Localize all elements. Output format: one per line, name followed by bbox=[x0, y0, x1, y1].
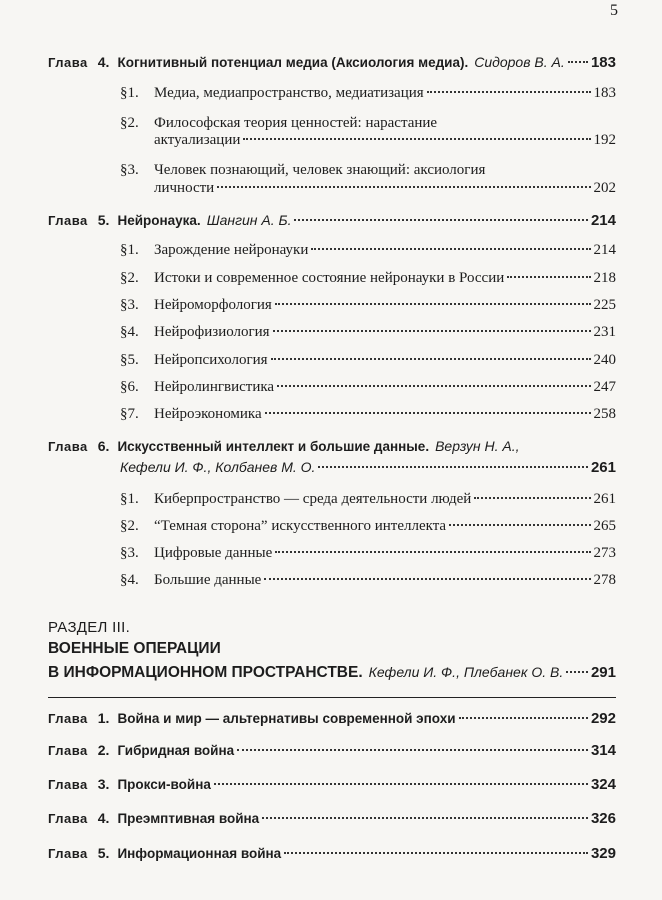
section-title: Нейропсихология bbox=[154, 352, 268, 368]
section-title-continued: актуализации bbox=[154, 132, 241, 148]
section-entry bbox=[120, 324, 616, 341]
chapter-title: Преэмптивная война bbox=[117, 811, 260, 826]
section-entry bbox=[120, 242, 616, 259]
dot-leader bbox=[273, 330, 591, 332]
chapter-title: Прокси-война bbox=[117, 777, 211, 792]
chapter-5-entry bbox=[48, 212, 616, 229]
section-page: 247 bbox=[593, 379, 616, 395]
chapter-label: Глава bbox=[48, 711, 88, 726]
section-page: 278 bbox=[593, 572, 616, 588]
part-title-line1: ВОЕННЫЕ ОПЕРАЦИИ bbox=[48, 640, 221, 657]
chapter-label: Глава bbox=[48, 439, 88, 454]
part-page: 291 bbox=[590, 664, 616, 681]
section-page: 261 bbox=[593, 491, 616, 507]
part-title-entry bbox=[48, 664, 616, 682]
section-mark: §5. bbox=[120, 352, 139, 368]
section-mark: §4. bbox=[120, 324, 139, 340]
dot-leader bbox=[566, 671, 588, 673]
section-entry-continued bbox=[154, 132, 616, 149]
dot-leader bbox=[284, 852, 588, 854]
chapter-label: Глава bbox=[48, 811, 88, 826]
section-entry bbox=[120, 545, 616, 562]
chapter-label: Глава bbox=[48, 55, 88, 70]
section-entry bbox=[120, 379, 616, 396]
chapter-author-continued: Кефели И. Ф., Колбанев М. О. bbox=[120, 459, 316, 475]
dot-leader bbox=[275, 303, 591, 305]
section-page: 183 bbox=[593, 85, 616, 101]
part3-chapter-entry bbox=[48, 776, 616, 793]
section-entry bbox=[120, 491, 616, 508]
section-title: Цифровые данные bbox=[154, 545, 273, 561]
dot-leader bbox=[217, 186, 590, 188]
section-page: 225 bbox=[593, 297, 616, 313]
chapter-number: 1. bbox=[97, 710, 110, 726]
chapter-page: 326 bbox=[590, 810, 616, 827]
chapter-number: 5. bbox=[97, 212, 110, 228]
section-title: “Темная сторона” искусственного интеллекта bbox=[154, 518, 447, 534]
section-mark: §2. bbox=[120, 115, 139, 131]
part-label: РАЗДЕЛ III. bbox=[48, 619, 131, 636]
section-entry bbox=[120, 572, 616, 589]
dot-leader bbox=[271, 358, 591, 360]
dot-leader bbox=[294, 219, 587, 221]
section-page: 265 bbox=[593, 518, 616, 534]
section-page: 240 bbox=[593, 352, 616, 368]
part-title-line2: В ИНФОРМАЦИОННОМ ПРОСТРАНСТВЕ. bbox=[48, 664, 363, 681]
part3-chapter-entry bbox=[48, 845, 616, 862]
chapter-label: Глава bbox=[48, 213, 88, 228]
section-mark: §3. bbox=[120, 545, 139, 561]
section-entry bbox=[120, 115, 616, 132]
section-entry bbox=[120, 85, 616, 102]
chapter-title: Информационная война bbox=[117, 846, 282, 861]
section-mark: §6. bbox=[120, 379, 139, 395]
section-title: Истоки и современное состояние нейронауки в России bbox=[154, 270, 505, 286]
section-title: Нейроморфология bbox=[154, 297, 272, 313]
section-page: 231 bbox=[593, 324, 616, 340]
section-title: Философская теория ценностей: нарастание bbox=[154, 115, 438, 131]
dot-leader bbox=[474, 497, 590, 499]
chapter-label: Глава bbox=[48, 743, 88, 758]
section-page: 214 bbox=[593, 242, 616, 258]
chapter-6-entry-continued bbox=[120, 459, 616, 476]
section-page: 218 bbox=[593, 270, 616, 286]
part3-chapter-entry bbox=[48, 810, 616, 827]
chapter-title: Искусственный интеллект и большие данные. bbox=[117, 439, 430, 454]
dot-leader bbox=[214, 783, 588, 785]
section-entry bbox=[120, 518, 616, 535]
section-mark: §1. bbox=[120, 242, 139, 258]
dot-leader bbox=[311, 248, 590, 250]
section-title: Медиа, медиапространство, медиатизация bbox=[154, 85, 424, 101]
part-authors: Кефели И. Ф., Плебанек О. В. bbox=[368, 664, 564, 680]
chapter-page: 183 bbox=[590, 54, 616, 71]
section-title: Нейролингвистика bbox=[154, 379, 275, 395]
chapter-6-entry bbox=[48, 438, 616, 454]
section-mark: §2. bbox=[120, 270, 139, 286]
dot-leader bbox=[277, 385, 590, 387]
part3-chapter-entry bbox=[48, 742, 616, 759]
chapter-author: Шангин А. Б. bbox=[206, 212, 292, 228]
chapter-number: 4. bbox=[97, 54, 110, 70]
chapter-number: 4. bbox=[97, 810, 110, 826]
dot-leader bbox=[262, 817, 588, 819]
chapter-title: Нейронаука. bbox=[117, 213, 201, 228]
section-title: Нейроэкономика bbox=[154, 406, 262, 422]
section-entry-continued bbox=[154, 180, 616, 197]
chapter-page: 292 bbox=[590, 710, 616, 727]
section-entry bbox=[120, 406, 616, 423]
dot-leader bbox=[568, 61, 588, 63]
section-entry bbox=[120, 270, 616, 287]
chapter-page: 329 bbox=[590, 845, 616, 862]
chapter-page: 314 bbox=[590, 742, 616, 759]
section-title: Зарождение нейронауки bbox=[154, 242, 309, 258]
section-mark: §3. bbox=[120, 162, 139, 178]
dot-leader bbox=[318, 466, 588, 468]
chapter-page: 324 bbox=[590, 776, 616, 793]
dot-leader bbox=[427, 91, 591, 93]
dot-leader bbox=[459, 717, 588, 719]
chapter-author: Верзун Н. А., bbox=[435, 438, 520, 454]
section-mark: §3. bbox=[120, 297, 139, 313]
chapter-author: Сидоров В. А. bbox=[474, 54, 565, 70]
dot-leader bbox=[449, 524, 590, 526]
chapter-page: 261 bbox=[590, 459, 616, 476]
dot-leader bbox=[264, 578, 590, 580]
section-mark: §1. bbox=[120, 85, 139, 101]
section-page: 258 bbox=[593, 406, 616, 422]
section-title: Большие данные bbox=[154, 572, 262, 588]
chapter-title: Гибридная война bbox=[117, 743, 235, 758]
section-entry bbox=[120, 297, 616, 314]
dot-leader bbox=[237, 749, 588, 751]
part-divider bbox=[48, 697, 616, 698]
section-page: 202 bbox=[593, 180, 616, 196]
section-title: Человек познающий, человек знающий: аксиология bbox=[154, 162, 486, 178]
chapter-number: 3. bbox=[97, 776, 110, 792]
section-mark: §7. bbox=[120, 406, 139, 422]
section-page: 273 bbox=[593, 545, 616, 561]
section-mark: §4. bbox=[120, 572, 139, 588]
chapter-title: Война и мир — альтернативы современной эпохи bbox=[117, 711, 456, 726]
section-mark: §2. bbox=[120, 518, 139, 534]
dot-leader bbox=[275, 551, 590, 553]
section-page: 192 bbox=[593, 132, 616, 148]
page-number: 5 bbox=[610, 2, 618, 19]
dot-leader bbox=[265, 412, 591, 414]
chapter-4-entry bbox=[48, 54, 616, 71]
part3-chapter-entry bbox=[48, 710, 616, 727]
section-title: Киберпространство — среда деятельности людей bbox=[154, 491, 472, 507]
chapter-number: 2. bbox=[97, 742, 110, 758]
chapter-number: 5. bbox=[97, 845, 110, 861]
section-entry bbox=[120, 352, 616, 369]
section-mark: §1. bbox=[120, 491, 139, 507]
section-entry bbox=[120, 162, 616, 179]
chapter-label: Глава bbox=[48, 846, 88, 861]
chapter-label: Глава bbox=[48, 777, 88, 792]
section-title: Нейрофизиология bbox=[154, 324, 270, 340]
dot-leader bbox=[243, 138, 590, 140]
section-title-continued: личности bbox=[154, 180, 215, 196]
dot-leader bbox=[507, 276, 590, 278]
chapter-title: Когнитивный потенциал медиа (Аксиология медиа). bbox=[117, 55, 469, 70]
chapter-page: 214 bbox=[590, 212, 616, 229]
chapter-number: 6. bbox=[97, 438, 110, 454]
